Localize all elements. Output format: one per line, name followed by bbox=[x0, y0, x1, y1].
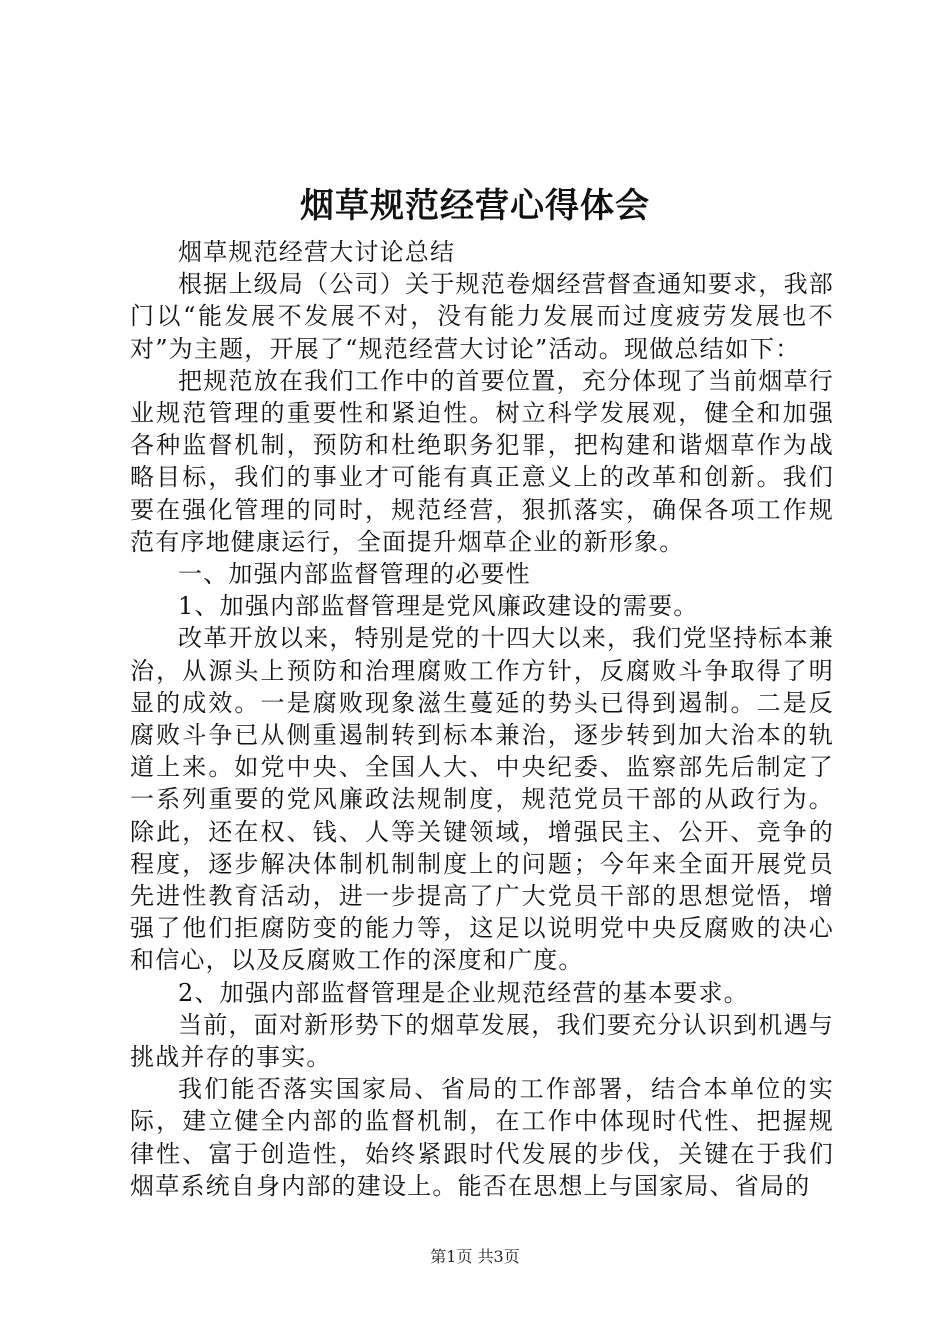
body-paragraph: 我们能否落实国家局、省局的工作部署，结合本单位的实际，建立健全内部的监督机制，在工作中体现时代性、把握规律性、富于创造性，始终紧跟时代发展的步伐，关键在于我们烟草系统自身内部的建设上。能否在思想上与国家局、省局的 bbox=[130, 1075, 834, 1200]
subtitle-paragraph: 烟草规范经营大讨论总结 bbox=[178, 238, 456, 266]
subsection-heading: 2、加强内部监督管理是企业规范经营的基本要求。 bbox=[178, 978, 749, 1007]
section-heading: 一、加强内部监督管理的必要性 bbox=[178, 560, 531, 589]
page-footer: 第1页 共3页 bbox=[430, 1247, 520, 1266]
document-body bbox=[130, 236, 834, 1202]
body-paragraph: 改革开放以来，特别是党的十四大以来，我们党坚持标本兼治，从源头上预防和治理腐败工作方针，反腐败斗争取得了明显的成效。一是腐败现象滋生蔓延的势头已得到遏制。二是反腐败斗争已从侧重遏制转到标本兼治，逐步转到加大治本的轨道上来。如党中央、全国人大、中央纪委、监察部先后制定了一系列重要的党风廉政法规制度，规范党员干部的从政行为。除此，还在权、钱、人等关键领域，增强民主、公开、竞争的程度，逐步解决体制机制制度上的问题；今年来全面开展党员先进性教育活动，进一步提高了广大党员干部的思想觉悟，增强了他们拒腐防变的能力等，这足以说明党中央反腐败的决心和信心，以及反腐败工作的深度和广度。 bbox=[130, 624, 834, 975]
intro-paragraph: 根据上级局（公司）关于规范卷烟经营督查通知要求，我部门以“能发展不发展不对，没有能力发展而过度疲劳发展也不对”为主题，开展了“规范经营大讨论”活动。现做总结如下： bbox=[130, 270, 834, 363]
body-paragraph: 当前，面对新形势下的烟草发展，我们要充分认识到机遇与挑战并存的事实。 bbox=[130, 1010, 834, 1072]
subsection-heading: 1、加强内部监督管理是党风廉政建设的需要。 bbox=[178, 592, 699, 621]
body-paragraph: 把规范放在我们工作中的首要位置，充分体现了当前烟草行业规范管理的重要性和紧迫性。树立科学发展观，健全和加强各种监督机制，预防和杜绝职务犯罪，把构建和谐烟草作为战略目标，我们的事业才可能有真正意义上的改革和创新。我们要在强化管理的同时，规范经营，狠抓落实，确保各项工作规范有序地健康运行，全面提升烟草企业的新形象。 bbox=[130, 366, 834, 556]
document-title: 烟草规范经营心得体会 bbox=[300, 186, 650, 226]
